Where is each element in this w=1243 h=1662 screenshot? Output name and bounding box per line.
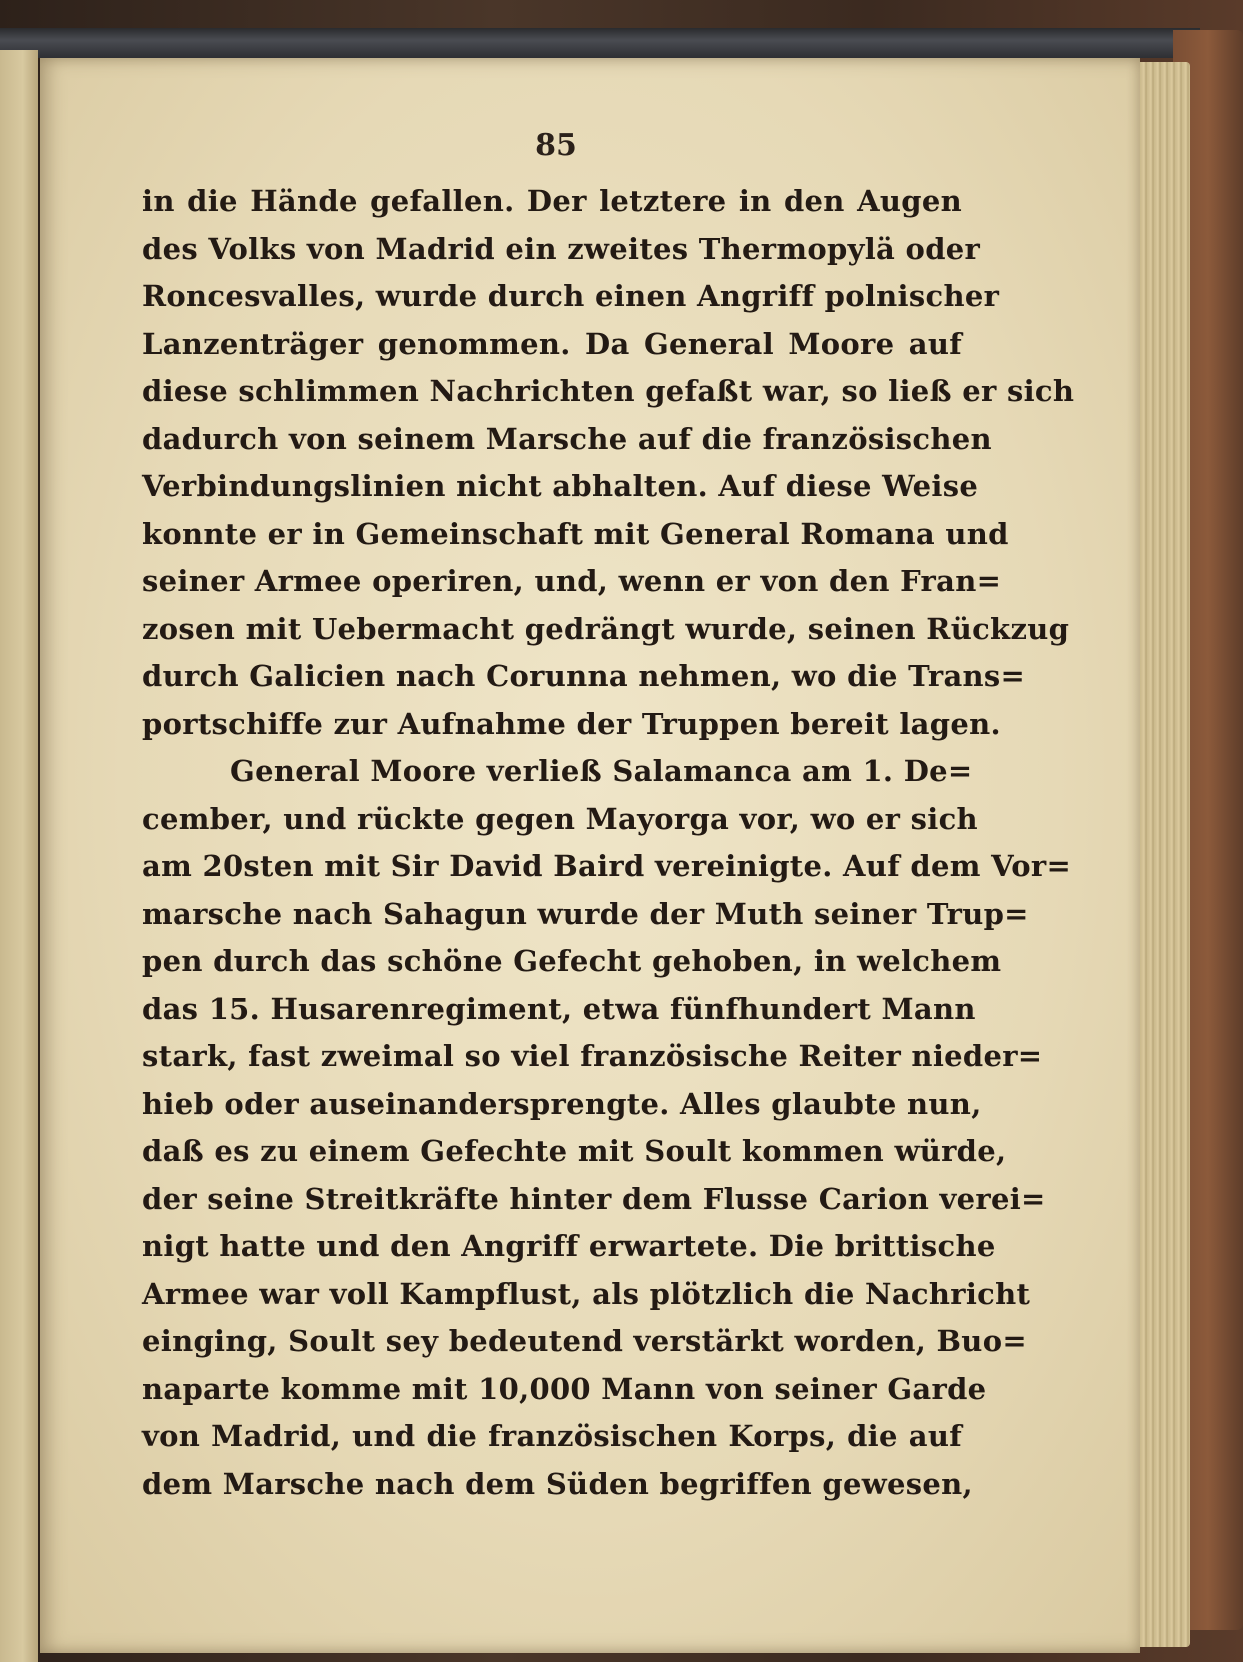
text-line: einging, Soult sey bedeutend verstärkt worden, Buo= xyxy=(142,1324,1027,1358)
page-number: 85 xyxy=(535,128,577,163)
text-line: dem Marsche nach dem Süden begriffen gewesen, xyxy=(142,1466,973,1501)
text-line: durch Galicien nach Corunna nehmen, wo die Trans= xyxy=(142,659,1026,693)
text-line: Armee war voll Kampflust, als plötzlich die Nachricht xyxy=(142,1276,1031,1311)
book-binding xyxy=(0,28,1200,58)
text-line: Roncesvalles, wurde durch einen Angriff polnischer xyxy=(142,279,1000,313)
text-line: portschiffe zur Aufnahme der Truppen bereit lagen. xyxy=(142,706,1001,741)
text-line: daß es zu einem Gefechte mit Soult kommen würde, xyxy=(142,1134,1007,1168)
text-line: des Volks von Madrid ein zweites Thermopylä oder xyxy=(142,231,981,266)
text-line: der seine Streitkräfte hinter dem Flusse Carion verei= xyxy=(142,1181,1046,1216)
text-line: diese schlimmen Nachrichten gefaßt war, so ließ er sich xyxy=(142,374,1075,408)
text-line: naparte komme mit 10,000 Mann von seiner Garde xyxy=(142,1371,987,1406)
text-line: marsche nach Sahagun wurde der Muth seiner Trup= xyxy=(142,896,1029,931)
text-line: Verbindungslinien nicht abhalten. Auf diese Weise xyxy=(142,469,979,503)
text-line: stark, fast zweimal so viel französische Reiter nieder= xyxy=(142,1039,1043,1073)
text-line: pen durch das schöne Gefecht gehoben, in welchem xyxy=(142,944,1002,978)
text-line: dadurch von seinem Marsche auf die französischen xyxy=(142,421,992,456)
text-line: Lanzenträger genommen. Da General Moore auf xyxy=(142,326,962,361)
text-line: konnte er in Gemeinschaft mit General Romana und xyxy=(142,516,1009,551)
text-line: von Madrid, und die französischen Korps, die auf xyxy=(142,1419,962,1453)
text-line: am 20sten mit Sir David Baird vereinigte. Auf dem Vor= xyxy=(142,849,1072,883)
text-line: cember, und rückte gegen Mayorga vor, wo er sich xyxy=(142,801,978,836)
text-line: das 15. Husarenregiment, etwa fünfhundert Mann xyxy=(142,991,976,1026)
text-line: in die Hände gefallen. Der letztere in den Augen xyxy=(142,184,962,218)
text-line-paragraph-start: General Moore verließ Salamanca am 1. De= xyxy=(230,754,973,788)
text-line: nigt hatte und den Angriff erwartete. Die brittische xyxy=(142,1229,996,1263)
text-line: seiner Armee operiren, und, wenn er von den Fran= xyxy=(142,564,1002,598)
text-line: zosen mit Uebermacht gedrängt wurde, seinen Rückzug xyxy=(142,611,1070,646)
text-line: hieb oder auseinandersprengte. Alles glaubte nun, xyxy=(142,1086,982,1121)
page-text-block xyxy=(142,178,1075,1508)
left-page-edge xyxy=(0,50,38,1662)
